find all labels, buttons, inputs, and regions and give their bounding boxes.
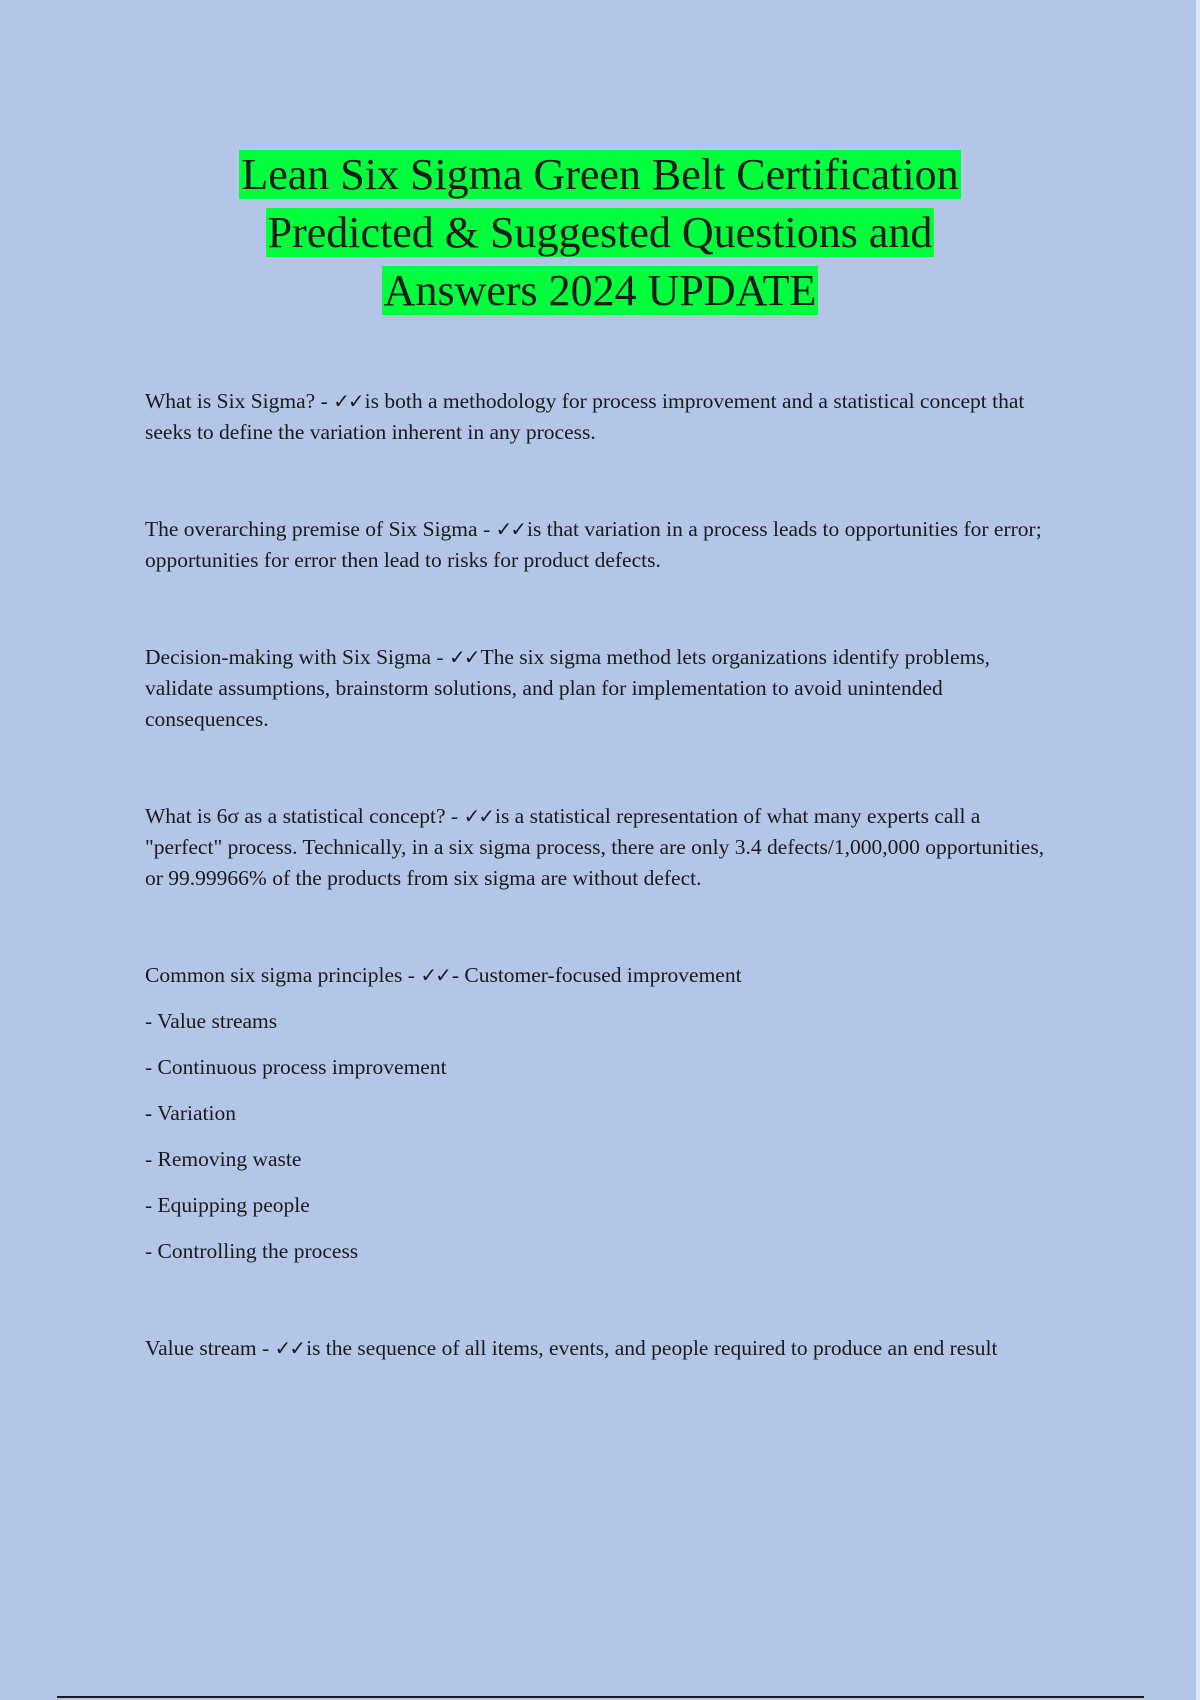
qa-item-principles: [145, 960, 1045, 991]
list-item: - Value streams: [145, 1009, 278, 1033]
list-item: - Equipping people: [145, 1193, 310, 1217]
answer-text: is the sequence of all items, events, and people required to produce an end result: [306, 1336, 998, 1360]
answer-text: is that variation in a process leads to opportunities for error; opportunities for error then lead to risks for product defects.: [145, 517, 1042, 572]
double-check-icon: ✓✓: [420, 963, 450, 987]
question-text: The overarching premise of Six Sigma -: [145, 517, 496, 541]
page-bottom-rule: [57, 1696, 1144, 1698]
title-line-1: Lean Six Sigma Green Belt Certification: [241, 150, 959, 199]
document-title: [150, 146, 1050, 320]
principles-list: [145, 1006, 1045, 1267]
question-text: What is Six Sigma? -: [145, 389, 334, 413]
question-text: Decision-making with Six Sigma -: [145, 645, 449, 669]
qa-item: [145, 386, 1045, 448]
question-text: Common six sigma principles -: [145, 963, 421, 987]
answer-text: is a statistical representation of what many experts call a "perfect" process. Technically, in a six sigma process, there are only 3.4 defects/1,000,000 opportunities, or 99.99966% of the products from six sigma are without defect.: [145, 804, 1045, 890]
double-check-icon: ✓✓: [495, 517, 525, 541]
list-item: - Controlling the process: [145, 1239, 359, 1263]
qa-item: [145, 514, 1045, 576]
page-edge: [1196, 0, 1200, 1700]
qa-item: [145, 642, 1045, 735]
document-body: [145, 386, 1045, 1430]
qa-item: [145, 801, 1045, 894]
list-item: - Variation: [145, 1101, 236, 1125]
title-line-2: Predicted & Suggested Questions and: [267, 208, 933, 257]
double-check-icon: ✓✓: [274, 1336, 305, 1360]
question-text: Value stream -: [145, 1336, 275, 1360]
answer-text: The six sigma method lets organizations identify problems, validate assumptions, brainstorm solutions, and plan for implementation to avoid unintended consequences.: [145, 645, 991, 731]
list-item: - Removing waste: [145, 1147, 302, 1171]
list-item: - Continuous process improvement: [145, 1055, 447, 1079]
answer-text: is both a methodology for process improvement and a statistical concept that seeks to define the variation inherent in any process.: [145, 389, 1025, 444]
double-check-icon: ✓✓: [448, 645, 479, 669]
double-check-icon: ✓✓: [463, 804, 493, 828]
qa-item: [145, 1333, 1045, 1364]
question-text: What is 6σ as a statistical concept? -: [145, 804, 464, 828]
double-check-icon: ✓✓: [333, 389, 363, 413]
answer-text: - Customer-focused improvement: [451, 963, 742, 987]
title-line-3: Answers 2024 UPDATE: [383, 266, 817, 315]
